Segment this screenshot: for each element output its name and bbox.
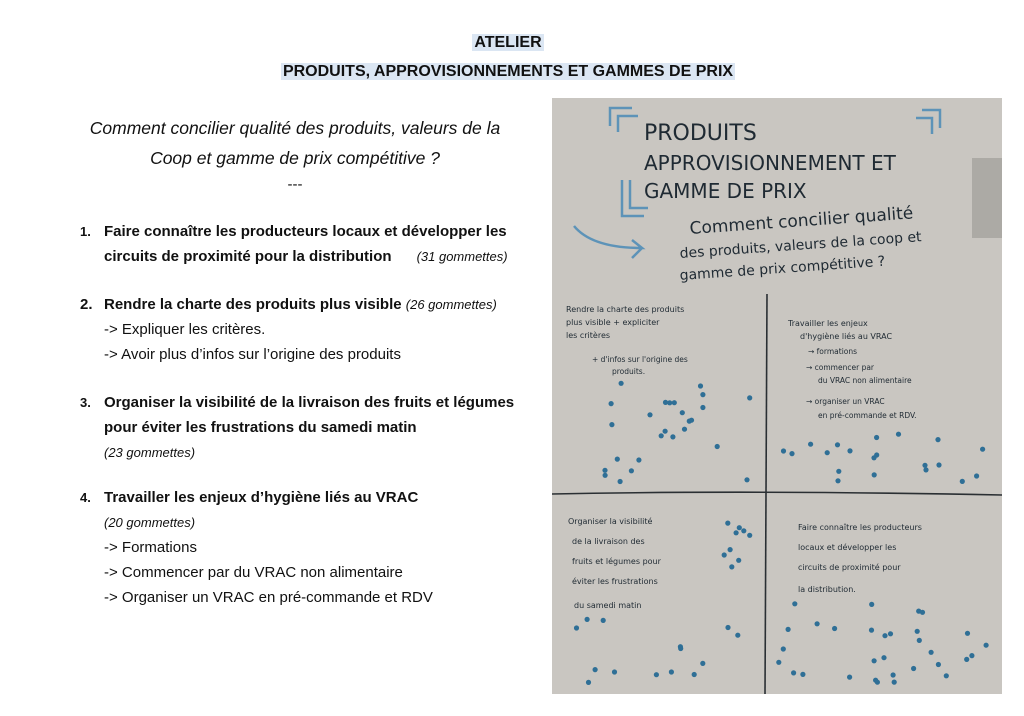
vote-count: (23 gommettes): [104, 445, 196, 460]
vote-sticker-dot: [923, 467, 928, 472]
flipchart-question-line-1: Comment concilier qualité: [688, 203, 914, 239]
vote-sticker-dot: [725, 625, 730, 630]
vote-sticker-dot: [586, 680, 591, 685]
vote-sticker-dot: [935, 437, 940, 442]
priority-item-1: [80, 219, 540, 269]
question-line-1: Comment concilier qualité des produits, valeurs de la: [89, 118, 501, 138]
vote-sticker-dot: [922, 463, 927, 468]
vote-sticker-dot: [781, 448, 786, 453]
item-title-cont: pour éviter les frustrations du samedi matin: [104, 419, 417, 436]
vote-sticker-dot: [815, 621, 820, 626]
vote-sticker-dot: [917, 638, 922, 643]
vote-sticker-dot: [601, 618, 606, 623]
vote-sticker-dot: [965, 631, 970, 636]
flipchart-heading-line-1: PRODUITS: [644, 121, 757, 146]
vote-sticker-dot: [619, 381, 624, 386]
vote-sticker-dot: [736, 558, 741, 563]
vote-count: (26 gommettes): [405, 297, 497, 312]
vote-sticker-dot: [847, 675, 852, 680]
q1-line: Rendre la charte des produits: [566, 305, 685, 314]
header-topic: PRODUITS, APPROVISIONNEMENTS ET GAMMES DE PRIX: [282, 63, 734, 80]
workshop-question: [60, 113, 530, 173]
priority-item-2: [80, 292, 540, 367]
vote-sticker-dot: [936, 662, 941, 667]
vote-sticker-dot: [869, 628, 874, 633]
vote-sticker-dot: [667, 400, 672, 405]
q1-line: produits.: [612, 367, 646, 376]
q3-line: éviter les frustrations: [572, 577, 658, 586]
q4-line: locaux et développer les: [798, 543, 897, 552]
subpoint: -> Expliquer les critères.: [104, 321, 266, 338]
vote-sticker-dot: [609, 401, 614, 406]
vote-sticker-dot: [781, 646, 786, 651]
vote-sticker-dot: [603, 473, 608, 478]
vote-sticker-dot: [678, 646, 683, 651]
item-number: 4.: [80, 490, 91, 505]
item-number: 1.: [80, 224, 91, 239]
vote-sticker-dot: [734, 530, 739, 535]
item-title: Rendre la charte des produits plus visible: [104, 296, 402, 313]
vote-sticker-dot: [663, 429, 668, 434]
vote-sticker-dot: [700, 661, 705, 666]
vote-sticker-dot: [984, 643, 989, 648]
vote-sticker-dot: [680, 410, 685, 415]
vote-sticker-dot: [647, 412, 652, 417]
vote-sticker-dot: [615, 457, 620, 462]
vote-sticker-dot: [700, 392, 705, 397]
vote-sticker-dot: [618, 479, 623, 484]
vote-sticker-dot: [929, 650, 934, 655]
vote-sticker-dot: [974, 473, 979, 478]
vote-sticker-dot: [911, 666, 916, 671]
vote-sticker-dot: [725, 521, 730, 526]
vote-sticker-dot: [832, 626, 837, 631]
header-atelier: ATELIER: [474, 34, 542, 51]
item-title: Faire connaître les producteurs locaux et développer les: [104, 223, 507, 240]
vote-sticker-dot: [875, 680, 880, 685]
vote-sticker-dot: [786, 627, 791, 632]
vote-sticker-dot: [892, 680, 897, 685]
vote-sticker-dot: [836, 469, 841, 474]
item-title: Travailler les enjeux d’hygiène liés au VRAC: [104, 489, 419, 506]
vote-sticker-dot: [737, 525, 742, 530]
q2-line: Travailler les enjeux: [788, 319, 868, 328]
q3-line: du samedi matin: [574, 601, 642, 610]
vote-sticker-dot: [692, 672, 697, 677]
vote-sticker-dot: [629, 468, 634, 473]
q2-line: en pré-commande et RDV.: [818, 411, 917, 420]
priority-item-4: [80, 485, 540, 610]
vote-sticker-dot: [715, 444, 720, 449]
vote-sticker-dot: [808, 442, 813, 447]
vote-sticker-dot: [747, 533, 752, 538]
q1-line: plus visible + expliciter: [566, 318, 660, 327]
vote-sticker-dot: [735, 633, 740, 638]
vote-sticker-dot: [593, 667, 598, 672]
q2-line: → organiser un VRAC: [806, 397, 885, 406]
q4-line: la distribution.: [798, 585, 856, 594]
vote-sticker-dot: [744, 477, 749, 482]
flipchart-heading-line-3: GAMME DE PRIX: [644, 179, 807, 203]
item-number: 3.: [80, 395, 91, 410]
priority-item-3: [80, 390, 540, 465]
vote-sticker-dot: [698, 383, 703, 388]
vote-sticker-dot: [869, 602, 874, 607]
subpoint: -> Formations: [104, 539, 197, 556]
q3-line: de la livraison des: [572, 537, 645, 546]
vote-count: (20 gommettes): [104, 515, 196, 530]
vote-sticker-dot: [741, 528, 746, 533]
vote-sticker-dot: [915, 629, 920, 634]
item-title: Organiser la visibilité de la livraison des fruits et légumes: [104, 394, 515, 411]
vote-sticker-dot: [920, 610, 925, 615]
vote-sticker-dot: [789, 451, 794, 456]
vote-sticker-dot: [891, 672, 896, 677]
vote-sticker-dot: [964, 657, 969, 662]
vote-sticker-dot: [636, 457, 641, 462]
vote-sticker-dot: [874, 435, 879, 440]
vote-sticker-dot: [825, 450, 830, 455]
q2-line: → commencer par: [806, 363, 875, 372]
vote-sticker-dot: [722, 552, 727, 557]
vote-sticker-dot: [847, 448, 852, 453]
vote-sticker-dot: [672, 400, 677, 405]
q1-line: + d'infos sur l'origine des: [592, 355, 688, 364]
vote-sticker-dot: [612, 669, 617, 674]
vote-sticker-dot: [882, 633, 887, 638]
item-title-cont: circuits de proximité pour la distribution: [104, 248, 392, 265]
q1-line: les critères: [566, 331, 611, 340]
q3-line: Organiser la visibilité: [568, 517, 653, 526]
vote-sticker-dot: [776, 660, 781, 665]
vote-sticker-dot: [872, 472, 877, 477]
q2-line: d'hygiène liés au VRAC: [800, 332, 893, 341]
question-separator: ---: [287, 176, 303, 193]
vote-sticker-dot: [670, 434, 675, 439]
vote-sticker-dot: [835, 442, 840, 447]
vote-sticker-dot: [960, 479, 965, 484]
vote-sticker-dot: [791, 670, 796, 675]
vote-sticker-dot: [609, 422, 614, 427]
vote-sticker-dot: [602, 468, 607, 473]
subpoint: -> Commencer par du VRAC non alimentaire: [104, 564, 403, 581]
q4-line: Faire connaître les producteurs: [798, 523, 922, 532]
subpoint: -> Organiser un VRAC en pré-commande et RDV: [104, 589, 433, 606]
flipchart-heading-line-2: APPROVISIONNEMENT ET: [644, 151, 896, 175]
q2-line: → formations: [808, 347, 858, 356]
vote-sticker-dot: [585, 617, 590, 622]
item-number: 2.: [80, 296, 93, 313]
q2-line: du VRAC non alimentaire: [818, 376, 912, 385]
vote-sticker-dot: [936, 462, 941, 467]
vote-sticker-dot: [835, 478, 840, 483]
vote-sticker-dot: [728, 547, 733, 552]
flipchart-question-line-3: gamme de prix compétitive ?: [679, 253, 886, 284]
q3-line: fruits et légumes pour: [572, 557, 661, 566]
photo-shadow: [972, 158, 1002, 238]
vote-sticker-dot: [969, 653, 974, 658]
vote-sticker-dot: [700, 405, 705, 410]
vote-sticker-dot: [747, 395, 752, 400]
question-line-2: Coop et gamme de prix compétitive ?: [150, 148, 440, 168]
vote-sticker-dot: [654, 672, 659, 677]
vote-sticker-dot: [659, 433, 664, 438]
vote-sticker-dot: [980, 447, 985, 452]
vote-sticker-dot: [800, 672, 805, 677]
vote-sticker-dot: [574, 625, 579, 630]
subpoint: -> Avoir plus d’infos sur l’origine des produits: [104, 346, 401, 363]
vote-sticker-dot: [792, 601, 797, 606]
vote-sticker-dot: [944, 673, 949, 678]
vote-count: (31 gommettes): [416, 249, 508, 264]
vote-sticker-dot: [729, 564, 734, 569]
vote-sticker-dot: [881, 655, 886, 660]
vote-sticker-dot: [689, 418, 694, 423]
q4-line: circuits de proximité pour: [798, 563, 901, 572]
vote-sticker-dot: [872, 658, 877, 663]
flipchart-photo: [552, 98, 1002, 694]
vote-sticker-dot: [896, 432, 901, 437]
flipchart-question-line-2: des produits, valeurs de la coop et: [679, 229, 923, 262]
vote-sticker-dot: [682, 427, 687, 432]
vote-sticker-dot: [888, 631, 893, 636]
vote-sticker-dot: [874, 452, 879, 457]
vote-sticker-dot: [669, 669, 674, 674]
